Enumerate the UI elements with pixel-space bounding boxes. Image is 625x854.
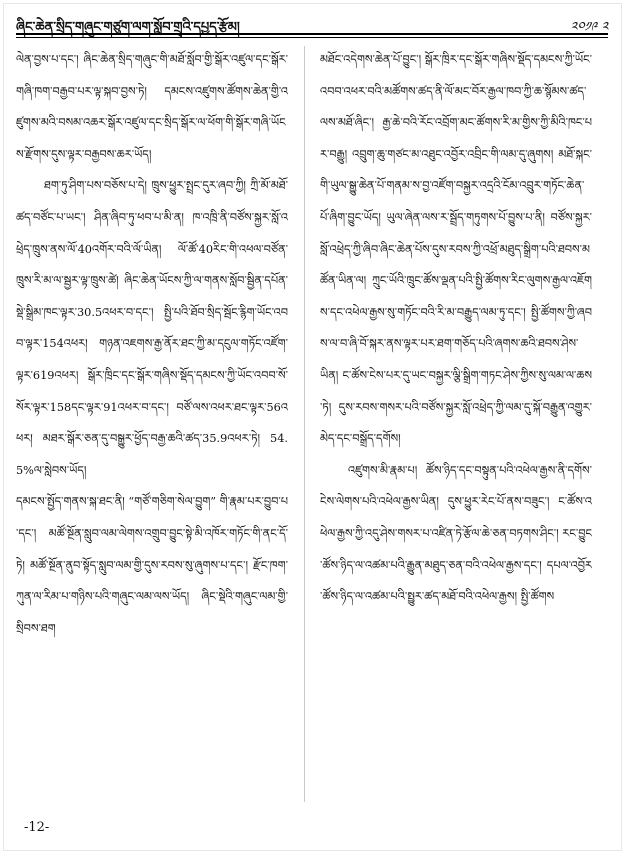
issue-number: ༢༠༡༩ ༢	[570, 20, 608, 35]
paragraph: མཐོང་འདེགས་ཆེན་པོ་བྱུང་། སྒོར་ཁྲིར་དང་སྒོར་གཞིས་སྡོད་དམངས་ཀྱི་ཡོང་འབབ་འཕར་བའི་མཚོགས་ཚད་ནི་ལོ་མང་བོར་རྒྱལ་ཁབ་ཀྱི་ཆ་སྙོམས་ཚད་ལས་མཐོ་ཞིང་། རྒྱ་ཆེ་བའི་རོང་འབྲོག་མང་ཚོགས་རི་མ་གྱིས་ཀྱི་མིའི་ཁང་པར་བརྒྱུ། འབྲུག་ཆུ་གཙང་མ་འཐུང་འབྱོར་འབྲིང་གི་ལམ་དུ་ཞུགས། མཐོ་སྐང་གི་ཡུལ་སྒྱུ་ཆེན་པོ་གནམ་ས་བྱ་འཛོག་བསྐྱར་འདྲའི་ངོམ་འབྲུར་གཏོང་ཆེན་པོ་ཞིག་བྱུང་ཡོད། ཡུལ་ཞེན་ལས་ར་སྦྲོད་གཏུགས་པོ་བྱུས་པ་ནི། བཙོས་སྐྱར་སློ་འཕྲེད་ཀྱི་ཞིབ་ཞིང་ཆེན་པོས་དུས་རབས་ཀྱི་འཕྲོ་མཐུད་སྒྲིག་པའི་ཐབས་མཚོན་ཡིན་ལ། ཀྲུང་ཡོའི་ཁྲུང་ཚོས་ལྡན་པའི་སྤྱི་ཚོགས་རིང་ལུགས་རྒྱལ་འཇོགས་དང་འཕེལ་རྒྱས་སུ་གཏོང་བའི་རི་མ་བརྒྱུད་ལམ་ཏུ་དང་། སྤྱི་ཚོགས་ཀྱི་ཞབས་ལ་བ་ཞི་བོ་སྐར་ནས་ལྟར་པར་ཐག་གཅོད་པའི་ཞགས་ཆའི་ཐབས་ཤེས་ཡིན། ང་ཚོས་ངེས་པར་དུ་ཡང་བསྐྱར་ལྕི་སྒྲིག་གཏང་ཤེས་ཀྱིས་སུ་ལམ་ལ་ཆས་ཏེ། དུས་རབས་གསར་པའི་བཙོས་སྐྱར་སློ་འཕྲེད་ཀྱི་ལམ་དུ་སྐོ་བརྒྱུན་འགྱུར་མེད་དང་བསྒྲོད་དགོས།	[320, 53, 592, 446]
left-column	[16, 44, 288, 804]
paragraph: ཐག་ཏུ་ཤིག་པས་བཅོས་པ་དེ། ཁྲུས་ཕྱུར་སྤྲང་དུར་ཞབ་ཀྱི། ཀྲི་མོ་མཐོ་ཚད་བཙོང་པ་ཡང་། ཤིན་ཞིབ་ཏུ་ཕབ་པ་མི་ན། ཁ་འཁྲི་ནི་བཙོས་སྐྱར་སློ་འཕྲེད་ཁྲུས་ནས་ལོ་40འགོར་བའི་ལོ་ཡིན། ལོ་ཚོ་40རིང་གི་འཕལ་བཙོན་ཁྲུས་རི་མ་ལ་སྦྱར་ལྟ་ཁྲུས་ཚེ། ཞིང་ཆེན་ཡོངས་ཀྱི་ལ་གནས་སློབ་སྦྱིན་དཔོན་སྡེ་སྒྲིམ་ཁང་ལྟར་30.5འཕར་བ་དང་། སྤྱི་པའི་ཐོབ་སྲིད་སྦོང་རྙིག་ཡོང་འབབ་ལྟར་154འཕར། གཉན་འཇགས་རྒྱ་ནོར་ཐང་ཀྱི་མ་དངུལ་གཏོང་འཛོག་ལྟར་619འཕར། སྒོར་ཁྲིང་དང་སྒོར་གཞིས་སྡོད་དམངས་ཀྱི་ཡོང་འབབ་སོ་སོར་ལྟར་158དང་ལྟར་91འཕར་བ་དང་། བཙོ་ལས་འཕར་ཐང་ལྟར་56འཕར། མཐར་སྒོར་ཅན་དུ་བསྒྱུར་ཕྱོད་བརྒྱ་ཆའི་ཚད་35.9འཕར་ཏེ། 54.5%ལ་སླེབས་ཡོད།	[16, 179, 288, 477]
running-header	[16, 6, 608, 36]
header-rule	[16, 33, 608, 35]
page-number: -12-	[24, 820, 50, 835]
header-rule-thin	[16, 37, 608, 38]
right-column	[320, 44, 592, 804]
paragraph: ལེན་བྱས་པ་དང་། ཞིང་ཆེན་སྲིད་གཞུང་གི་མཐོ་སློབ་གྱི་སྒོར་འཛུལ་དང་སྒོར་གཞི་ཁག་བརྒྱབ་པར་ལྟ་སྐབ་བྱས་ཏེ། དམངས་འཛུགས་ཚོགས་ཆེན་གྱི་འཛུགས་མའི་བསམ་འཆར་སྒོར་འཛུལ་དང་སྲིད་སྒོར་ལ་ཕོག་གི་སྒོར་གཞི་ཡོངས་རྫོགས་དུས་ལྟར་བརྒྱབས་ཆར་ཡོད།	[16, 53, 288, 161]
paragraph: འཛུགས་མི་རྣམ་པ། ཚོས་ཉིད་དང་བསྟུན་པའི་འཕེལ་རྒྱས་ནི་དགོས་ངེས་ལེགས་པའི་འཕེལ་རྒྱས་ཡིན། དུས་ཕྱུར་རེང་པོ་ནས་བཟུང་། ང་ཚོས་འཕེལ་རྒྱས་ཀྱི་འདུ་ཤེས་གསར་པ་འཛིན་ཏེ་རྩོལ་ཆེ་ཅན་བཏགས་ཤིང་། རང་བྱུང་ཚོས་ཉིད་ལ་འཚམ་པའི་རྒྱུན་མཐུད་ཅན་བའི་འཕེལ་རྒྱས་དང་། དཔལ་འབྱོར་ཚོས་ཉིད་ལ་འཚམ་པའི་སྤྱུར་ཚད་མཐོ་བའི་འཕེལ་རྒྱས། སྤྱི་ཚོགས	[320, 463, 592, 604]
column-divider	[304, 46, 305, 802]
paragraph: དམངས་སྤྱོད་གནས་སྐ་ཐང་ནི། “གཙོ་གཅིག་སེལ་བྱུག” གི་རྣམ་པར་བྱུབ་པ་དང་། མཚོ་སྔོན་སླུབ་ལམ་ལེགས་འགྲུབ་བྱུང་སྟེ་མི་འཁོར་གཏོང་གི་ནང་དོ་ཏེ། མཚོ་སྔོན་ནུབ་སྟོད་སླུབ་ལམ་གྱི་དུས་རབས་སུ་ཞུགས་པ་དང་། རྫོང་ཁག་ཀུན་ལ་རིམ་པ་གཉིས་པའི་གཞུང་ལམ་ལས་ཡོད། ཞིང་སྡེའི་གཞུང་ལམ་གྱི་སྲིབས་ཐག	[16, 495, 288, 635]
journal-title: ཞིང་ཆེན་སྲིད་གཞུང་གཙུག་ལག་སློབ་གྲྭའི་དཔྱད་རྩོམ།	[16, 20, 240, 35]
